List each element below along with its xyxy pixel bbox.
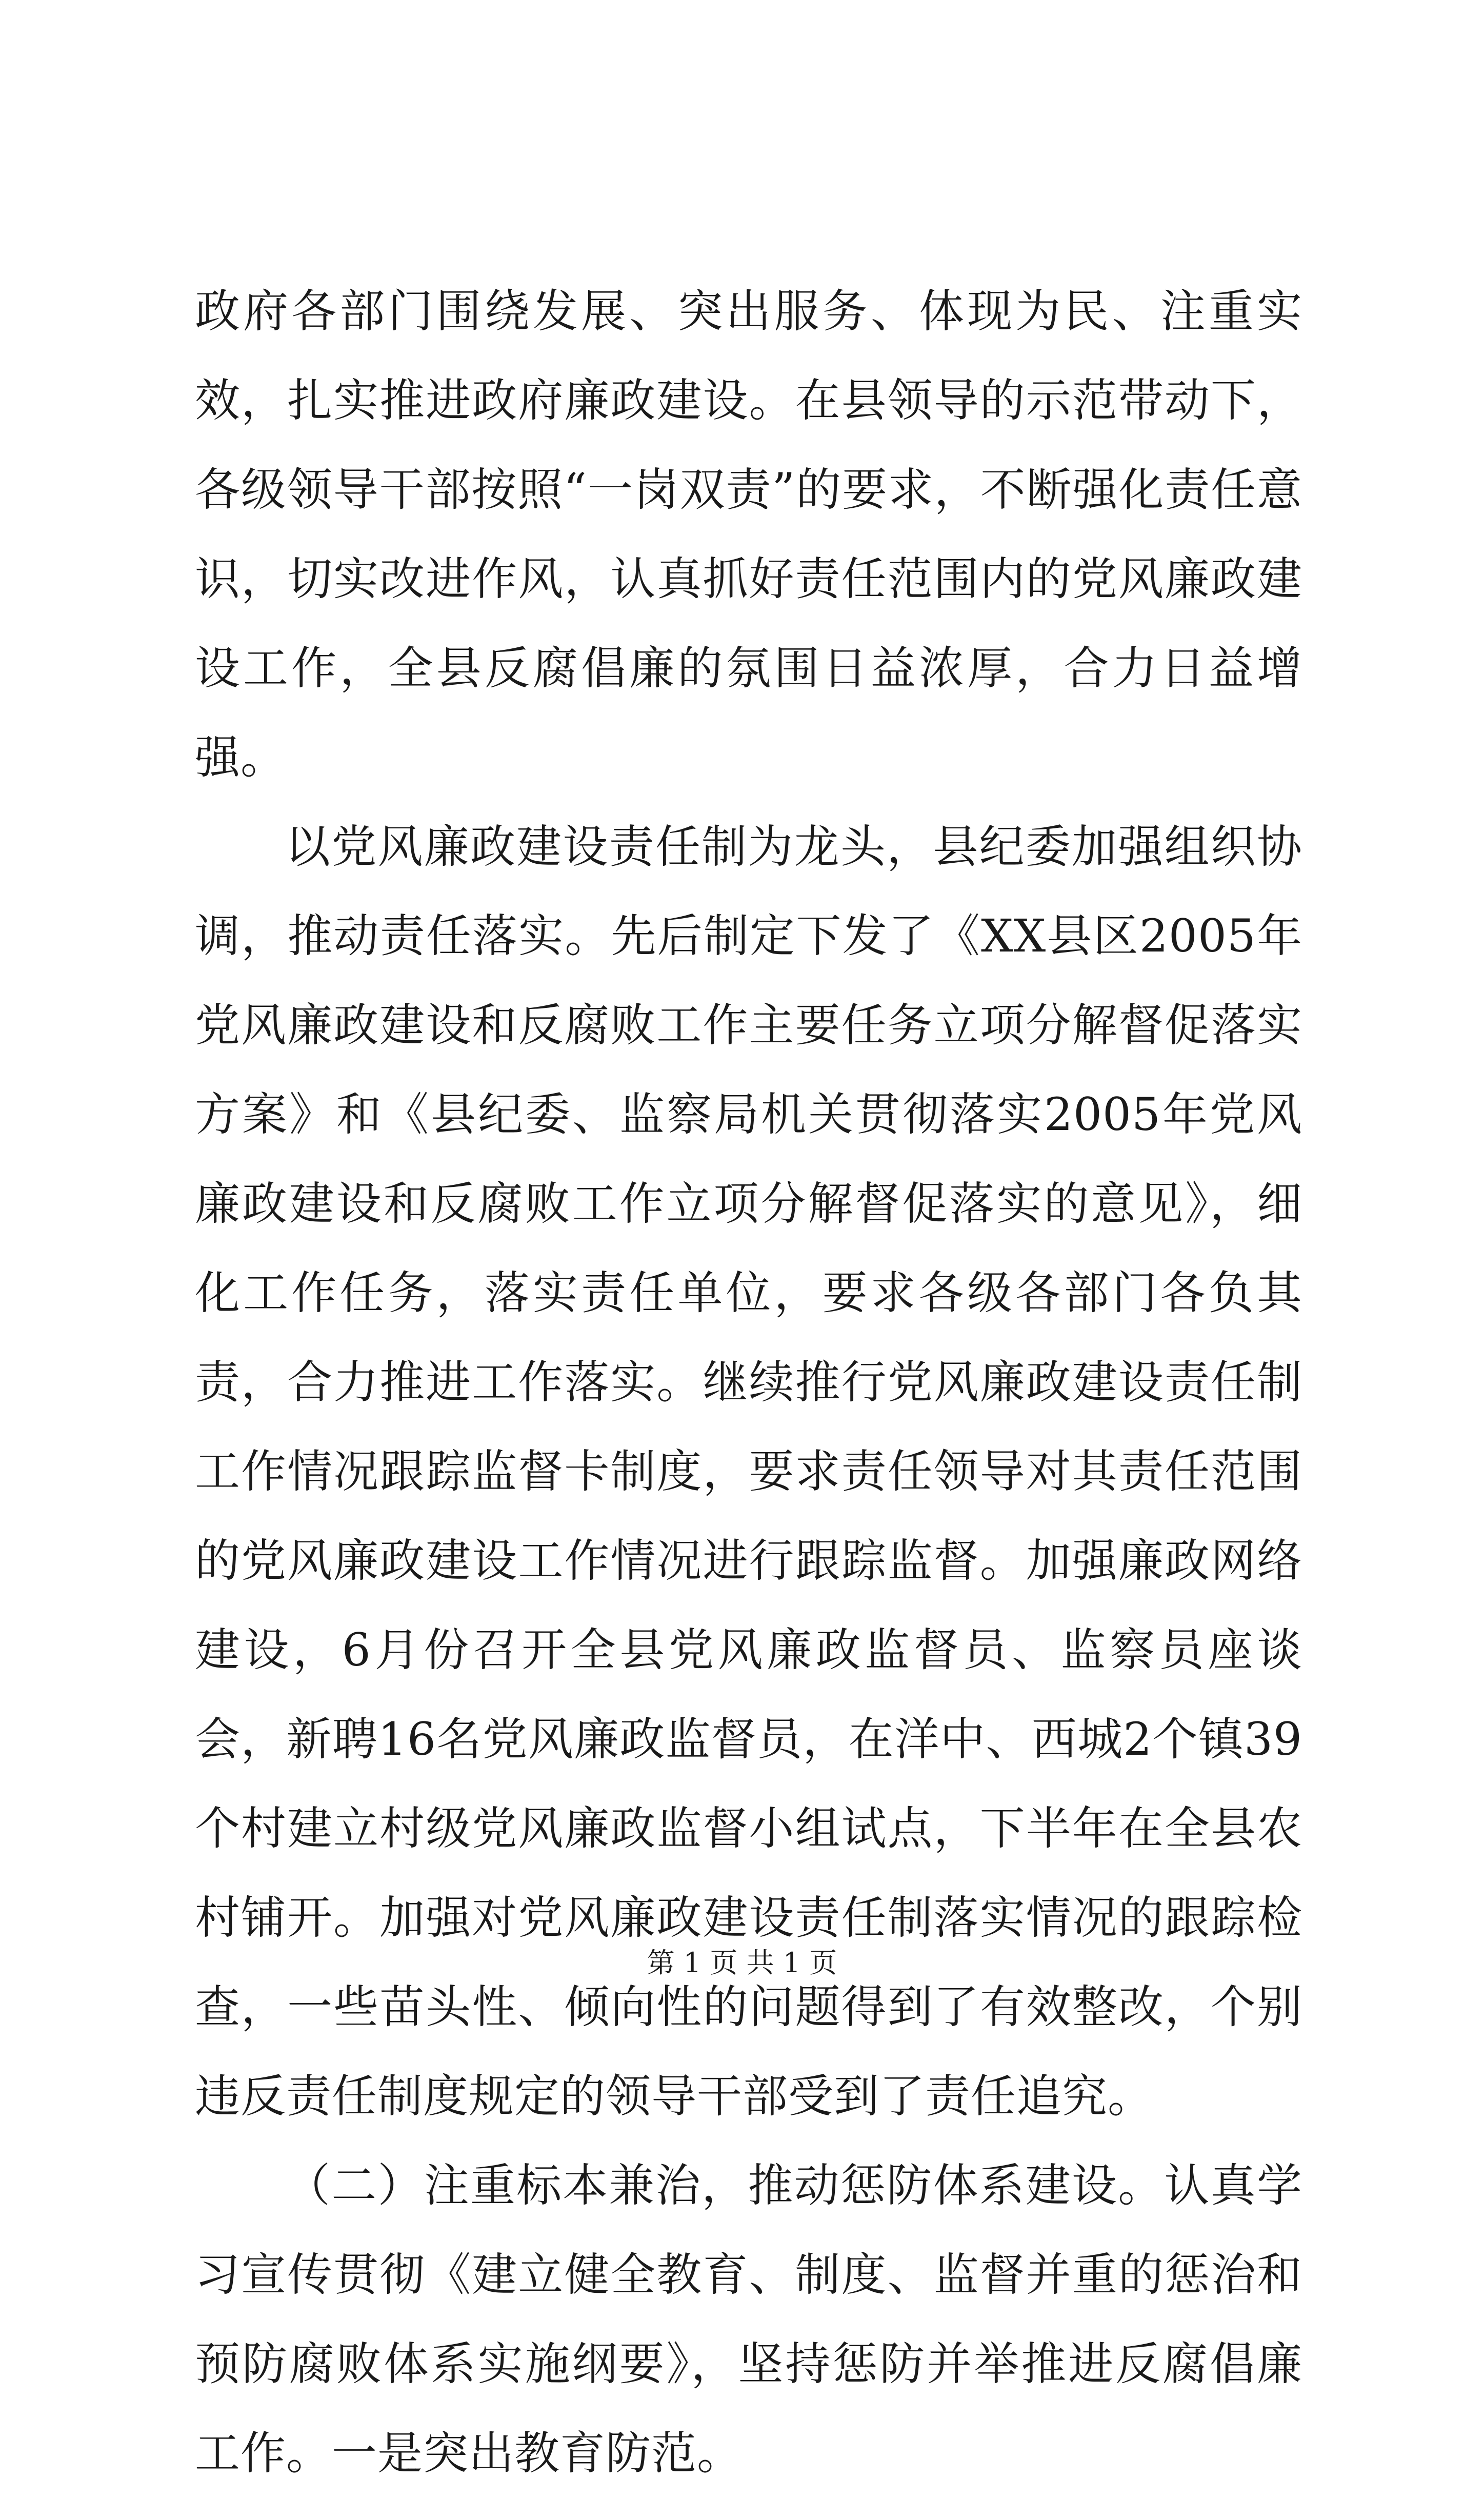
paragraph-3: （二）注重标本兼治，推动惩防体系建设。认真学习宣传贯彻《建立健全教育、制度、监督并重的惩治和预防腐败体系实施纲要》，坚持惩防并举推进反腐倡廉工作。一是突出教育防范。 [195,2159,1302,2480]
paragraph-1: 政府各部门围绕发展、突出服务、体现为民、注重实效，扎实推进政府廉政建设。在县领导的示范带动下，各级领导干部按照“一岗双责”的要求，不断强化责任意识，切实改进作风，认真抓好责任范围内的党风廉政建设工作，全县反腐倡廉的氛围日益浓厚，合力日益增强。 [195,285,1302,784]
page-number-label: 第 1 页 共 1 页 [647,1947,837,1979]
document-body [195,267,1302,2498]
paragraph-2: 以党风廉政建设责任制为龙头，县纪委加强组织协调，推动责任落实。先后制定下发了《XX县区2005年党风廉政建设和反腐败工作主要任务立项分解督促落实方案》和《县纪委、监察局机关贯彻落实2005年党风廉政建设和反腐败工作立项分解督促落实的意见》，细化工作任务，落实责任单位，要求各级各部门各负其责，合力推进工作落实。继续推行党风廉政建设责任制工作情况跟踪监督卡制度，要求责任领导对其责任范围的党风廉政建设工作情况进行跟踪监督。加强廉政网络建设，6月份召开全县党风廉政监督员、监察员座谈会，新聘16名党风廉政监督员，在洋中、西城2个镇39个村建立村级党风廉政监督小组试点，下半年在全县农村铺开。加强对党风廉政建设责任制落实情况的跟踪检查，一些苗头性、倾向性的问题得到了有效整改，个别违反责任制度规定的领导干部受到了责任追究。 [195,820,1302,2123]
page-footer [0,1945,1484,1981]
